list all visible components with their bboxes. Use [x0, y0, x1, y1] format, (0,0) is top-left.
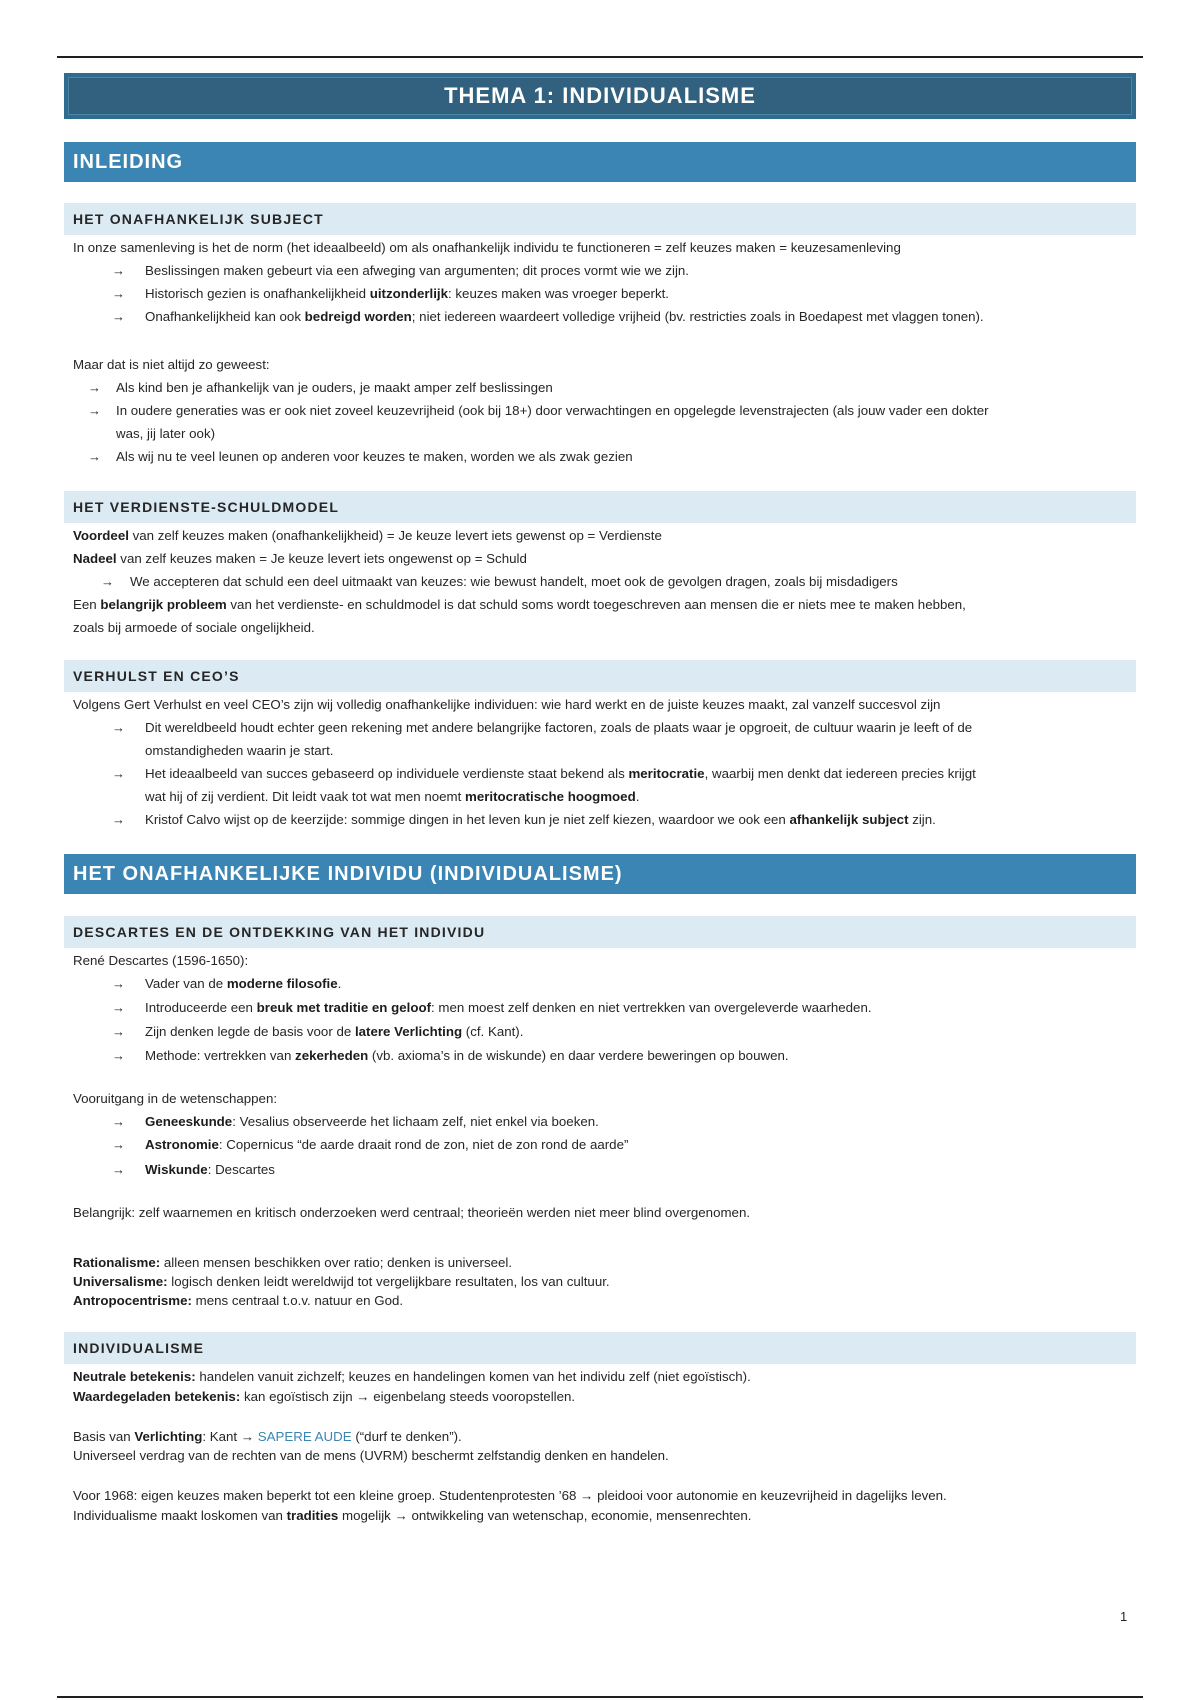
paragraph: Basis van Verlichting: Kant → SAPERE AUDE (“durf te denken”). — [73, 1429, 462, 1444]
bullet-item: In oudere generaties was er ook niet zoveel keuzevrijheid (ook bij 18+) door verwachtingen en opgelegde levenstrajecten (als jouw vader een dokter — [116, 403, 989, 418]
paragraph: Universalisme: logisch denken leidt wereldwijd tot vergelijkbare resultaten, los van cultuur. — [73, 1274, 610, 1289]
section-heading-inleiding: INLEIDING — [64, 142, 1136, 182]
top-rule — [57, 56, 1143, 58]
paragraph: Voor 1968: eigen keuzes maken beperkt tot een kleine groep. Studentenprotesten ’68 → pleidooi voor autonomie en keuzevrijheid in dagelijks leven. — [73, 1488, 947, 1503]
paragraph: Nadeel van zelf keuzes maken = Je keuze levert iets ongewenst op = Schuld — [73, 551, 527, 566]
bullet-item: Zijn denken legde de basis voor de latere Verlichting (cf. Kant). — [145, 1024, 524, 1039]
arrow-bullet-icon: → — [88, 449, 101, 464]
arrow-bullet-icon: → — [112, 286, 125, 301]
bullet-item: We accepteren dat schuld een deel uitmaakt van keuzes: wie bewust handelt, moet ook de gevolgen dragen, zoals bij misdadigers — [130, 574, 898, 589]
paragraph: Vooruitgang in de wetenschappen: — [73, 1091, 278, 1106]
bullet-item: Het ideaalbeeld van succes gebaseerd op individuele verdienste staat bekend als meritocratie, waarbij men denkt dat iedereen precies krijgt — [145, 766, 976, 781]
bullet-item: Geneeskunde: Vesalius observeerde het lichaam zelf, niet enkel via boeken. — [145, 1114, 599, 1129]
page-number: 1 — [1120, 1609, 1128, 1624]
bullet-item: Onafhankelijkheid kan ook bedreigd worden; niet iedereen waardeert volledige vrijheid (bv. restricties zoals in Boedapest met vlaggen tonen). — [145, 309, 984, 324]
arrow-bullet-icon: → — [112, 976, 125, 991]
subheading-individualisme: INDIVIDUALISME — [64, 1332, 1136, 1364]
bullet-item-continued: was, jij later ook) — [116, 426, 216, 441]
bullet-item: Historisch gezien is onafhankelijkheid uitzonderlijk: keuzes maken was vroeger beperkt. — [145, 286, 669, 301]
paragraph: Neutrale betekenis: handelen vanuit zichzelf; keuzes en handelingen komen van het individu zelf (niet egoïstisch). — [73, 1369, 751, 1384]
page-title: THEMA 1: INDIVIDUALISME — [444, 83, 756, 108]
arrow-bullet-icon: → — [112, 720, 125, 735]
bullet-item-continued: omstandigheden waarin je start. — [145, 743, 334, 758]
bullet-item: Als kind ben je afhankelijk van je ouders, je maakt amper zelf beslissingen — [116, 380, 553, 395]
arrow-bullet-icon: → — [112, 263, 125, 278]
subheading-descartes: DESCARTES EN DE ONTDEKKING VAN HET INDIVIDU — [64, 916, 1136, 948]
paragraph: Individualisme maakt loskomen van tradities mogelijk → ontwikkeling van wetenschap, economie, mensenrechten. — [73, 1508, 752, 1523]
arrow-bullet-icon: → — [112, 1024, 125, 1039]
paragraph: Waardegeladen betekenis: kan egoïstisch zijn → eigenbelang steeds vooropstellen. — [73, 1389, 576, 1404]
subheading-verhulst: VERHULST EN CEO’S — [64, 660, 1136, 692]
arrow-bullet-icon: → — [112, 812, 125, 827]
arrow-bullet-icon: → — [112, 1137, 125, 1152]
paragraph: Een belangrijk probleem van het verdienste- en schuldmodel is dat schuld soms wordt toegeschreven aan mensen die er niets mee te maken hebben, — [73, 597, 966, 612]
paragraph: Rationalisme: alleen mensen beschikken over ratio; denken is universeel. — [73, 1255, 513, 1270]
bullet-item: Dit wereldbeeld houdt echter geen rekening met andere belangrijke factoren, zoals de plaats waar je opgroeit, de cultuur waarin je leeft of de — [145, 720, 973, 735]
bullet-item-continued: wat hij of zij verdient. Dit leidt vaak tot wat men noemt meritocratische hoogmoed. — [145, 789, 640, 804]
subheading-verdienste-schuldmodel: HET VERDIENSTE-SCHULDMODEL — [64, 491, 1136, 523]
bullet-item: Beslissingen maken gebeurt via een afweging van argumenten; dit proces vormt wie we zijn. — [145, 263, 689, 278]
arrow-bullet-icon: → — [88, 380, 101, 395]
title-banner — [64, 73, 1136, 119]
paragraph: René Descartes (1596-1650): — [73, 953, 249, 968]
paragraph: In onze samenleving is het de norm (het ideaalbeeld) om als onafhankelijk individu te functioneren = zelf keuzes maken = keuzesamenleving — [73, 240, 901, 255]
arrow-bullet-icon: → — [112, 1114, 125, 1129]
arrow-bullet-icon: → — [88, 403, 101, 418]
bullet-item: Vader van de moderne filosofie. — [145, 976, 342, 991]
arrow-bullet-icon: → — [112, 766, 125, 781]
bullet-item: Wiskunde: Descartes — [145, 1162, 275, 1177]
arrow-bullet-icon: → — [112, 1048, 125, 1063]
bullet-item: Kristof Calvo wijst op de keerzijde: sommige dingen in het leven kun je niet zelf kiezen, waardoor we ook een afhankelijk subject zijn. — [145, 812, 936, 827]
paragraph: Voordeel van zelf keuzes maken (onafhankelijkheid) = Je keuze levert iets gewenst op = Verdienste — [73, 528, 662, 543]
bullet-item: Astronomie: Copernicus “de aarde draait rond de zon, niet de zon rond de aarde” — [145, 1137, 629, 1152]
bottom-rule — [57, 1696, 1143, 1698]
arrow-bullet-icon: → — [112, 309, 125, 324]
paragraph: Antropocentrisme: mens centraal t.o.v. natuur en God. — [73, 1293, 404, 1308]
arrow-bullet-icon: → — [112, 1000, 125, 1015]
paragraph: Volgens Gert Verhulst en veel CEO’s zijn wij volledig onafhankelijke individuen: wie hard werkt en de juiste keuzes maakt, zal vanzelf succesvol zijn — [73, 697, 941, 712]
section-heading-onafhankelijk-individu: HET ONAFHANKELIJKE INDIVIDU (INDIVIDUALISME) — [64, 854, 1136, 894]
paragraph: Universeel verdrag van de rechten van de mens (UVRM) beschermt zelfstandig denken en handelen. — [73, 1448, 669, 1463]
arrow-bullet-icon: → — [112, 1162, 125, 1177]
bullet-item: Als wij nu te veel leunen op anderen voor keuzes te maken, worden we als zwak gezien — [116, 449, 633, 464]
bullet-item: Introduceerde een breuk met traditie en geloof: men moest zelf denken en niet vertrekken van overgeleverde waarheden. — [145, 1000, 872, 1015]
bullet-item: Methode: vertrekken van zekerheden (vb. axioma’s in de wiskunde) en daar verdere beweringen op bouwen. — [145, 1048, 789, 1063]
paragraph: zoals bij armoede of sociale ongelijkheid. — [73, 620, 315, 635]
paragraph: Maar dat is niet altijd zo geweest: — [73, 357, 270, 372]
subheading-onafhankelijk-subject: HET ONAFHANKELIJK SUBJECT — [64, 203, 1136, 235]
paragraph: Belangrijk: zelf waarnemen en kritisch onderzoeken werd centraal; theorieën werden niet meer blind overgenomen. — [73, 1205, 751, 1220]
arrow-bullet-icon: → — [101, 574, 114, 589]
